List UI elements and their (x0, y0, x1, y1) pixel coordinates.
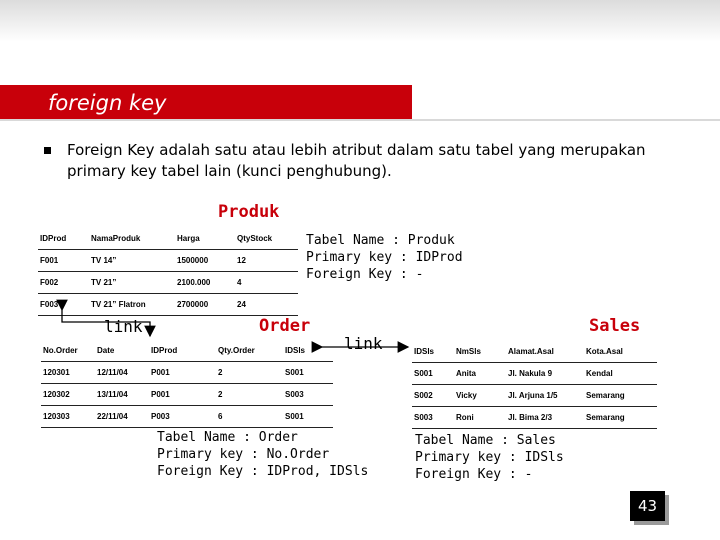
slide-title: foreign key (48, 91, 167, 115)
link-label-right: link (344, 334, 383, 353)
info-line: Primary key : IDProd (306, 250, 463, 265)
table-row (412, 363, 657, 385)
header-cell: IDSls (283, 340, 333, 362)
page-number: 43 (630, 491, 665, 521)
info-line: Tabel Name : Sales (415, 433, 556, 448)
header-cell: No.Order (41, 340, 95, 362)
table-header-row (41, 340, 333, 362)
table-cell: F003 (38, 294, 89, 316)
table-cell: 13/11/04 (95, 384, 149, 406)
header-cell: NamaProduk (89, 228, 175, 250)
link-label-left: link (104, 317, 143, 336)
table-row (41, 384, 333, 406)
table-cell: Semarang (584, 385, 657, 407)
order-info (157, 429, 368, 480)
table-cell: S001 (412, 363, 454, 385)
table-cell: P003 (149, 406, 216, 428)
header-cell: Qty.Order (216, 340, 283, 362)
header-cell: IDProd (149, 340, 216, 362)
table-cell: S002 (412, 385, 454, 407)
table-cell: 2 (216, 384, 283, 406)
bullet-text: Foreign Key adalah satu atau lebih atribut dalam satu tabel yang merupakan primary key tabel lain (kunci penghubung). (67, 141, 646, 180)
table-cell: S001 (283, 362, 333, 384)
table-cell: Kendal (584, 363, 657, 385)
table-row (412, 385, 657, 407)
table-cell: 12/11/04 (95, 362, 149, 384)
table-cell: Semarang (584, 407, 657, 429)
table-cell: TV 14” (89, 250, 175, 272)
table-cell: TV 21” Flatron (89, 294, 175, 316)
table-cell: S001 (283, 406, 333, 428)
order-title: Order (259, 316, 311, 336)
table-cell: S003 (283, 384, 333, 406)
table-cell: 2 (216, 362, 283, 384)
table-cell: 120302 (41, 384, 95, 406)
info-line: Tabel Name : Produk (306, 233, 455, 248)
table-cell: 1500000 (175, 250, 235, 272)
info-line: Tabel Name : Order (157, 430, 298, 445)
header-cell: Date (95, 340, 149, 362)
table-cell: Jl. Nakula 9 (506, 363, 584, 385)
table-cell: 120301 (41, 362, 95, 384)
info-line: Foreign Key : - (306, 267, 424, 282)
table-cell: 6 (216, 406, 283, 428)
table-cell: 2100.000 (175, 272, 235, 294)
table-cell: TV 21” (89, 272, 175, 294)
info-line: Primary key : No.Order (157, 447, 330, 462)
header-cell: IDSls (412, 341, 454, 363)
info-line: Foreign Key : IDProd, IDSls (157, 464, 369, 479)
header-cell: QtyStock (235, 228, 298, 250)
order-table (41, 340, 333, 428)
table-row (41, 406, 333, 428)
table-cell: 12 (235, 250, 298, 272)
table-cell: F001 (38, 250, 89, 272)
table-cell: Vicky (454, 385, 506, 407)
table-cell: P001 (149, 384, 216, 406)
header-cell: Harga (175, 228, 235, 250)
sales-info (415, 432, 564, 483)
info-line: Primary key : IDSls (415, 450, 564, 465)
sales-title: Sales (589, 316, 641, 336)
header-cell: IDProd (38, 228, 89, 250)
table-cell: Roni (454, 407, 506, 429)
table-cell: 2700000 (175, 294, 235, 316)
table-cell: 24 (235, 294, 298, 316)
info-line: Foreign Key : - (415, 467, 533, 482)
table-cell: 4 (235, 272, 298, 294)
header-cell: NmSls (454, 341, 506, 363)
header-cell: Alamat.Asal (506, 341, 584, 363)
table-cell: S003 (412, 407, 454, 429)
table-cell: F002 (38, 272, 89, 294)
table-row (41, 362, 333, 384)
header-cell: Kota.Asal (584, 341, 657, 363)
table-cell: Jl. Arjuna 1/5 (506, 385, 584, 407)
table-cell: Anita (454, 363, 506, 385)
table-cell: 22/11/04 (95, 406, 149, 428)
table-cell: 120303 (41, 406, 95, 428)
table-header-row (412, 341, 657, 363)
table-cell: P001 (149, 362, 216, 384)
produk-title: Produk (218, 202, 280, 222)
table-row (412, 407, 657, 429)
table-cell: Jl. Bima 2/3 (506, 407, 584, 429)
sales-table (412, 341, 657, 429)
